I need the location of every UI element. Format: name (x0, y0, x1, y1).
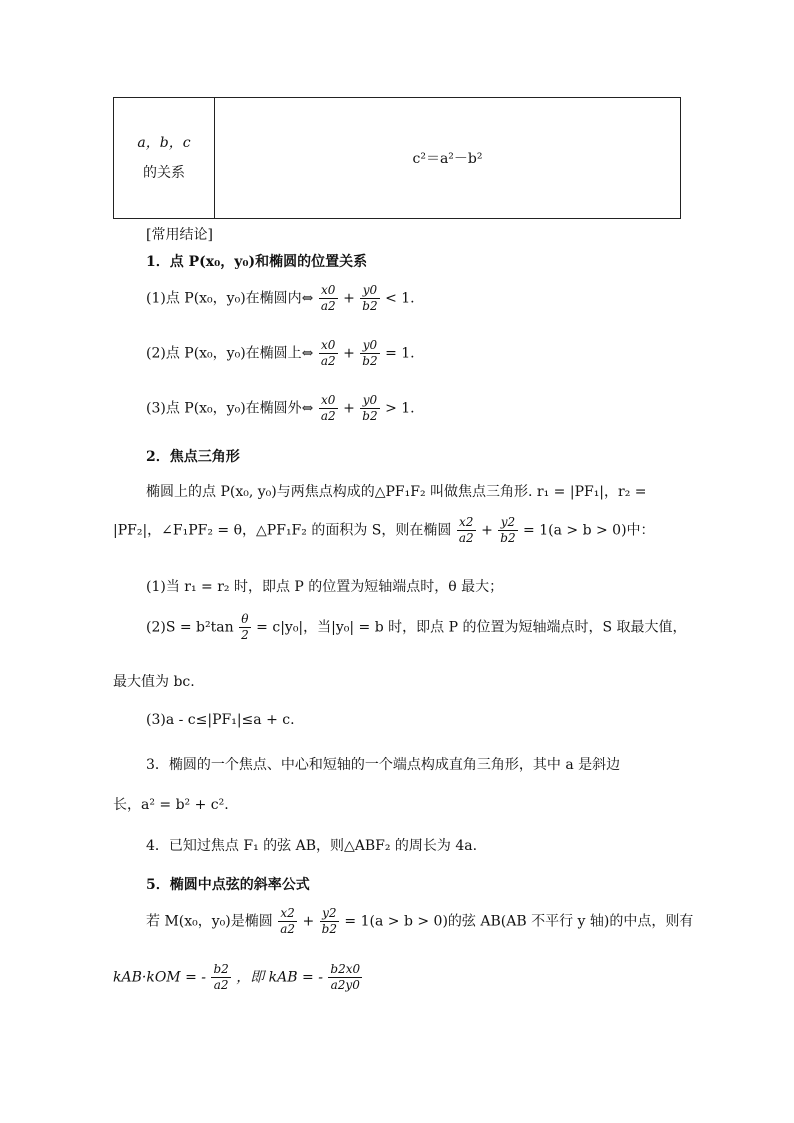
item1-inside-text: (1)点 P(x₀，y₀)在椭圆内⇔ (146, 290, 314, 307)
item2-point2 (146, 612, 687, 643)
item5-line2-mid: ，即 kAB = - (236, 969, 323, 986)
item5-line2 (113, 962, 363, 993)
fraction-y0-b2: $\frac{y0}{b2}$ (362, 338, 378, 368)
fraction-x2-a2: $\frac{x2}{a2}$ (280, 906, 295, 936)
fraction-x2-a2: $\frac{x2}{a2}$ (458, 515, 474, 545)
relation-table (113, 97, 681, 219)
item5-line2-text: kAB·kOM = - (113, 969, 206, 986)
item2-paragraph-line2-text: |PF₂|，∠F₁PF₂ = θ，△PF₁F₂ 的面积为 S，则在椭圆 (113, 522, 452, 539)
item3-line2: 长，a² = b² + c². (113, 797, 229, 813)
item1-inside-end: < 1. (385, 290, 415, 307)
item5-line1-text: 若 M(x₀，y₀)是椭圆 (146, 913, 273, 930)
plus-sign: + (343, 345, 355, 362)
plus-sign: + (481, 522, 493, 539)
plus-sign: + (343, 290, 355, 307)
item2-title: 2．焦点三角形 (146, 449, 240, 465)
item2-point1: (1)当 r₁ = r₂ 时，即点 P 的位置为短轴端点时，θ 最大； (146, 579, 504, 595)
relation-label-cell (114, 98, 215, 218)
fraction-y2-b2: $\frac{y2}{b2}$ (500, 515, 516, 545)
item1-outside-end: > 1. (385, 400, 415, 417)
relation-value-cell (215, 98, 680, 218)
item5-line1-end: = 1(a > b > 0)的弦 AB(AB 不平行 y 轴)的中点，则有 (344, 913, 694, 930)
item5-line1 (146, 906, 693, 937)
item2-point2-text: (2)S = b²tan (146, 619, 234, 636)
relation-label-line1: a，b，c (137, 135, 191, 151)
item1-inside (146, 283, 415, 314)
fraction-x0-a2: $\frac{x0}{a2}$ (320, 283, 336, 313)
fraction-x0-a2: $\frac{x0}{a2}$ (320, 338, 336, 368)
item1-on-end: = 1. (385, 345, 415, 362)
relation-formula: c²＝a²－b² (412, 151, 483, 167)
item3-line1: 3．椭圆的一个焦点、中心和短轴的一个端点构成直角三角形，其中 a 是斜边 (146, 757, 621, 773)
item1-on (146, 338, 415, 369)
item4: 4．已知过焦点 F₁ 的弦 AB，则△ABF₂ 的周长为 4a. (146, 838, 478, 854)
item5-title: 5．椭圆中点弦的斜率公式 (146, 877, 310, 893)
item2-point3: (3)a - c≤|PF₁|≤a + c. (146, 712, 295, 728)
plus-sign: + (343, 400, 355, 417)
fraction-y2-b2: $\frac{y2}{b2}$ (321, 906, 337, 936)
item2-paragraph-line2-end: = 1(a > b > 0)中： (523, 522, 655, 539)
item1-title: 1．点 P(x₀，y₀)和椭圆的位置关系 (146, 254, 368, 270)
item2-paragraph-line1: 椭圆上的点 P(x₀, y₀)与两焦点构成的△PF₁F₂ 叫做焦点三角形. r₁ = |PF₁|，r₂ = (146, 484, 647, 500)
item2-paragraph-line2 (113, 515, 655, 546)
plus-sign: + (302, 913, 315, 930)
relation-label-line2: 的关系 (143, 165, 185, 181)
item1-on-text: (2)点 P(x₀，y₀)在椭圆上⇔ (146, 345, 314, 362)
item1-outside-text: (3)点 P(x₀，y₀)在椭圆外⇔ (146, 400, 314, 417)
section-heading: [常用结论] (146, 227, 213, 243)
item1-outside (146, 393, 415, 424)
fraction-b2x0-a2y0: $\frac{b2x0}{a2y0}$ (330, 962, 361, 992)
fraction-b2-a2: $\frac{b2}{a2}$ (213, 962, 229, 992)
item2-point2-cont: 最大值为 bc. (113, 674, 195, 690)
fraction-theta-2: $\frac{\theta}{2}$ (241, 612, 249, 642)
fraction-x0-a2: $\frac{x0}{a2}$ (320, 393, 336, 423)
fraction-y0-b2: $\frac{y0}{b2}$ (362, 393, 378, 423)
fraction-y0-b2: $\frac{y0}{b2}$ (362, 283, 378, 313)
item2-point2-rest: = c|y₀|，当|y₀| = b 时，即点 P 的位置为短轴端点时，S 取最大值， (256, 619, 687, 636)
